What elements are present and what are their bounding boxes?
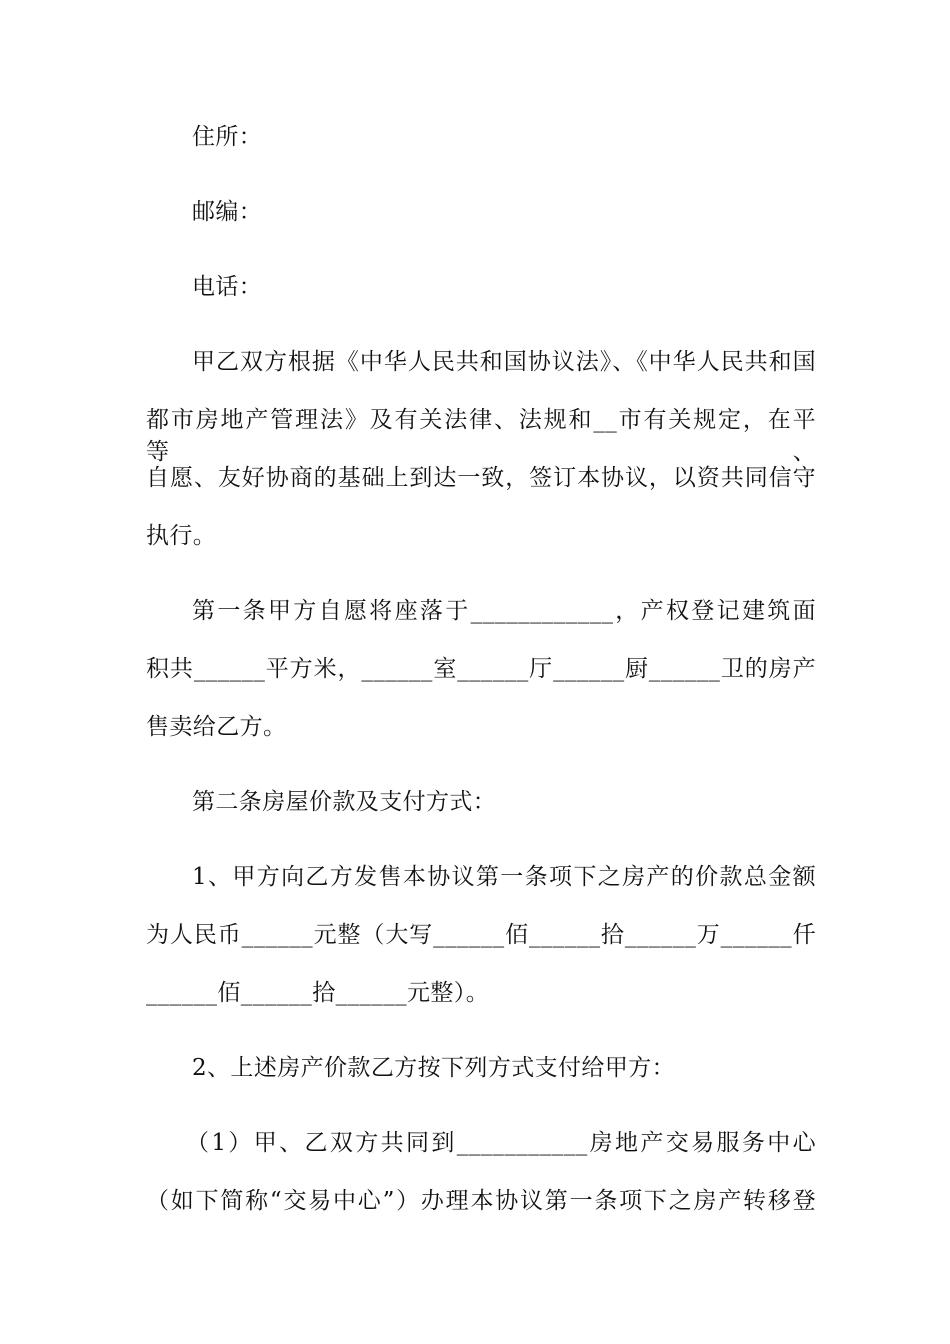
paragraph-line: （1）甲、乙双方共同到___________房地产交易服务中心 xyxy=(186,1130,816,1156)
paragraph-line: 第一条甲方自愿将座落于____________，产权登记建筑面 xyxy=(192,598,816,624)
paragraph-line: 执行。 xyxy=(146,523,217,549)
field-address-label: 住所： xyxy=(192,124,263,150)
paragraph-line: 积共______平方米，______室______厅______厨______卫的房产 xyxy=(146,656,816,682)
paragraph-line: 售卖给乙方。 xyxy=(146,714,287,740)
paragraph-line: 自愿、友好协商的基础上到达一致，签订本协议，以资共同信守 xyxy=(146,465,816,491)
paragraph-line: 1、甲方向乙方发售本协议第一条项下之房产的价款总金额 xyxy=(192,864,816,890)
paragraph-line: 为人民币______元整（大写______佰______拾______万______仟 xyxy=(146,922,816,948)
paragraph-line: 甲乙双方根据《中华人民共和国协议法》、《中华人民共和国 xyxy=(192,349,816,375)
field-phone-label: 电话： xyxy=(192,274,263,300)
paragraph-line: 都市房地产管理法》及有关法律、法规和__市有关规定，在平等、 xyxy=(146,407,816,465)
field-postcode-label: 邮编： xyxy=(192,199,263,225)
paragraph-line: （如下简称“交易中心”）办理本协议第一条项下之房产转移登 xyxy=(146,1188,816,1214)
paragraph-line: ______佰______拾______元整）。 xyxy=(146,980,490,1006)
paragraph-line: 2、上述房产价款乙方按下列方式支付给甲方： xyxy=(192,1055,676,1081)
paragraph-line: 第二条房屋价款及支付方式： xyxy=(192,789,497,815)
